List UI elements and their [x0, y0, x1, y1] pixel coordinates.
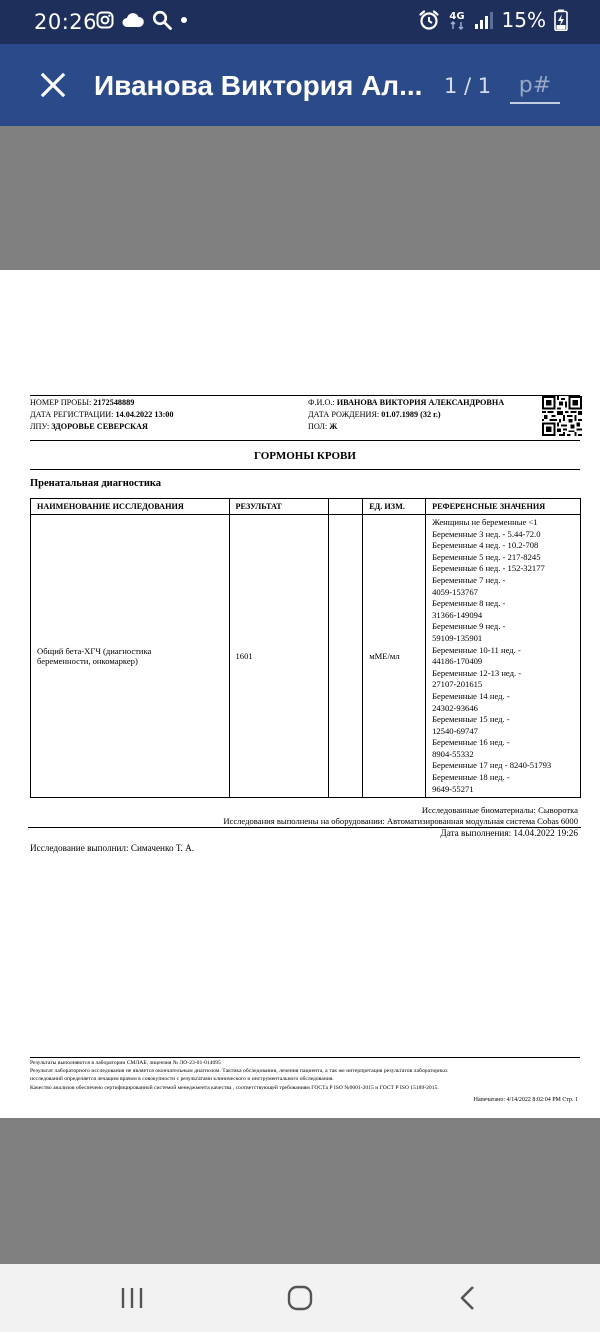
table-row — [31, 515, 581, 798]
column-header-reference: РЕФЕРЕНСНЫЕ ЗНАЧЕНИЯ — [426, 499, 581, 515]
column-header-test: НАИМЕНОВАНИЕ ИССЛЕДОВАНИЯ — [31, 499, 230, 515]
header-top-rule — [30, 395, 580, 396]
patient-name-label: Ф.И.О.: — [308, 398, 335, 407]
header-bottom-rule — [30, 440, 580, 441]
status-time: 20:26 — [34, 10, 98, 34]
clinic-value: ЗДОРОВЬЕ СЕВЕРСКАЯ — [51, 422, 148, 431]
test-name-line-1: Общий бета-ХГЧ (диагностика — [37, 646, 152, 657]
fine-print-rule — [30, 1057, 580, 1058]
column-header-flag — [329, 499, 363, 515]
reference-values — [426, 515, 581, 798]
reference-line: Беременные 8 нед. - — [432, 598, 506, 609]
network-4g-label: 4G — [448, 11, 465, 22]
back-icon — [452, 1282, 484, 1314]
column-header-unit: ЕД. ИЗМ. — [363, 499, 426, 515]
birth-date-label: ДАТА РОЖДЕНИЯ: — [308, 410, 380, 419]
reference-line: 27107-201615 — [432, 679, 483, 690]
battery-charging-icon — [554, 9, 568, 31]
app-bar — [0, 44, 600, 126]
fine-print-line: Результаты выполняются в лаборатории СМЛАБ, лицензия № ЛО-23-01-014095 — [30, 1060, 221, 1066]
completion-date: Дата выполнения: 14.04.2022 19:26 — [440, 828, 578, 838]
back-button[interactable] — [452, 1282, 484, 1314]
reference-line: 31366-149094 — [432, 609, 483, 620]
page-count: 1 / 1 — [444, 74, 492, 98]
test-result: 1601 — [229, 515, 329, 798]
reference-line: Беременные 15 нед. - — [432, 714, 510, 725]
reference-line: 8904-55332 — [432, 748, 474, 759]
registration-date-value: 14.04.2022 13:00 — [115, 410, 174, 419]
reference-line: Беременные 14 нед. - — [432, 690, 510, 701]
search-icon — [152, 10, 172, 30]
reference-line: Женщины не беременные <1 — [432, 517, 538, 527]
document-page[interactable] — [0, 270, 600, 1118]
birth-date-value: 01.07.1989 (32 г.) — [381, 410, 441, 419]
status-bar — [0, 0, 600, 44]
document-title: Иванова Виктория Ал... — [94, 70, 423, 101]
birth-date — [308, 409, 441, 421]
reference-line: Беременные 7 нед. - — [432, 574, 506, 585]
reference-line: 12540-69747 — [432, 725, 478, 736]
reference-line: Беременные 6 нед. - 152-32177 — [432, 563, 545, 574]
sample-number-value: 2172548889 — [93, 398, 135, 407]
registration-date-label: ДАТА РЕГИСТРАЦИИ: — [30, 410, 114, 419]
clinic-label: ЛПУ: — [30, 422, 50, 431]
sample-number — [30, 397, 134, 409]
reference-line: 59109-135901 — [432, 632, 483, 643]
biomaterial-note: Исследованные биоматериалы: Сыворотка — [421, 805, 578, 815]
reference-line: Беременные 9 нед. - — [432, 621, 506, 632]
results-table — [30, 498, 581, 798]
page-number-input[interactable] — [510, 68, 560, 104]
test-name — [31, 515, 230, 798]
equipment-note: Исследования выполнены на оборудовании: Автоматизированная модульная система Cobas 6000 — [223, 816, 578, 826]
printed-info: Напечатано: 4/14/2022 8:02:04 PM Стр. 1 — [473, 1097, 578, 1103]
close-icon — [34, 66, 72, 104]
patient-name — [308, 397, 504, 409]
clinic — [30, 421, 148, 433]
navigation-bar — [0, 1264, 600, 1332]
qr-code-icon — [542, 396, 582, 436]
test-name-line-2: беременности, онкомаркер) — [37, 656, 138, 667]
status-right — [418, 8, 568, 32]
reference-line: Беременные 12-13 нед. - — [432, 667, 522, 678]
reference-line: Беременные 3 нед. - 5.44-72.0 — [432, 528, 541, 539]
recent-apps-icon — [116, 1282, 148, 1314]
sample-number-label: НОМЕР ПРОБЫ: — [30, 398, 92, 407]
section-title: Пренатальная диагностика — [30, 478, 162, 489]
test-flag — [329, 515, 363, 798]
fine-print-line: исследований определяется лечащим врачом в совокупности с результатами клинического и инструментального обследования. — [30, 1076, 334, 1082]
battery-percent: 15% — [501, 8, 546, 32]
title-rule — [30, 469, 580, 470]
reference-line: 24302-93646 — [432, 702, 478, 713]
close-button[interactable] — [34, 66, 72, 104]
cloud-icon — [122, 12, 144, 28]
reference-line: Беременные 18 нед. - — [432, 772, 510, 783]
more-notifications-dot-icon — [180, 16, 188, 24]
home-icon — [284, 1282, 316, 1314]
reference-line: Беременные 16 нед. - — [432, 737, 510, 748]
sex — [308, 421, 337, 433]
notification-icons — [96, 10, 188, 30]
reference-line: Беременные 5 нед. - 217-8245 — [432, 551, 541, 562]
report-title: ГОРМОНЫ КРОВИ — [254, 450, 356, 462]
sex-value: Ж — [329, 422, 338, 431]
reference-line: Беременные 4 нед. - 10.2-708 — [432, 540, 539, 551]
network-4g-icon — [448, 9, 466, 31]
reference-line: Беременные 10-11 нед. - — [432, 644, 521, 655]
sex-label: ПОЛ: — [308, 422, 328, 431]
reference-line: 9649-55271 — [432, 783, 474, 794]
signal-icon — [474, 10, 494, 30]
alarm-icon — [418, 9, 440, 31]
instagram-icon — [96, 11, 114, 29]
registration-date — [30, 409, 173, 421]
home-button[interactable] — [284, 1282, 316, 1314]
performer: Исследование выполнил: Симаченко Т. А. — [30, 843, 195, 853]
table-header-row — [31, 499, 581, 515]
reference-line: 4059-153767 — [432, 586, 478, 597]
fine-print-line: Качество анализов обеспечено сертифицированной системой менеджмента качества , соответствующей требованиям ГОСТа Р ISO №9001-2015 и ГОСТ Р ISO 15189-2015. — [30, 1085, 439, 1091]
column-header-result: РЕЗУЛЬТАТ — [229, 499, 329, 515]
recent-apps-button[interactable] — [116, 1282, 148, 1314]
reference-line: 44186-170409 — [432, 656, 483, 667]
patient-name-value: ИВАНОВА ВИКТОРИЯ АЛЕКСАНДРОВНА — [336, 398, 505, 407]
fine-print-line: Результат лабораторного исследования не является окончательным диагнозом. Тактика обследования, лечения пациента, а так же интерпретация результатов лабораторных — [30, 1068, 448, 1074]
reference-line: Беременные 17 нед - 8240-51793 — [432, 760, 552, 771]
test-unit: мМЕ/мл — [363, 515, 426, 798]
